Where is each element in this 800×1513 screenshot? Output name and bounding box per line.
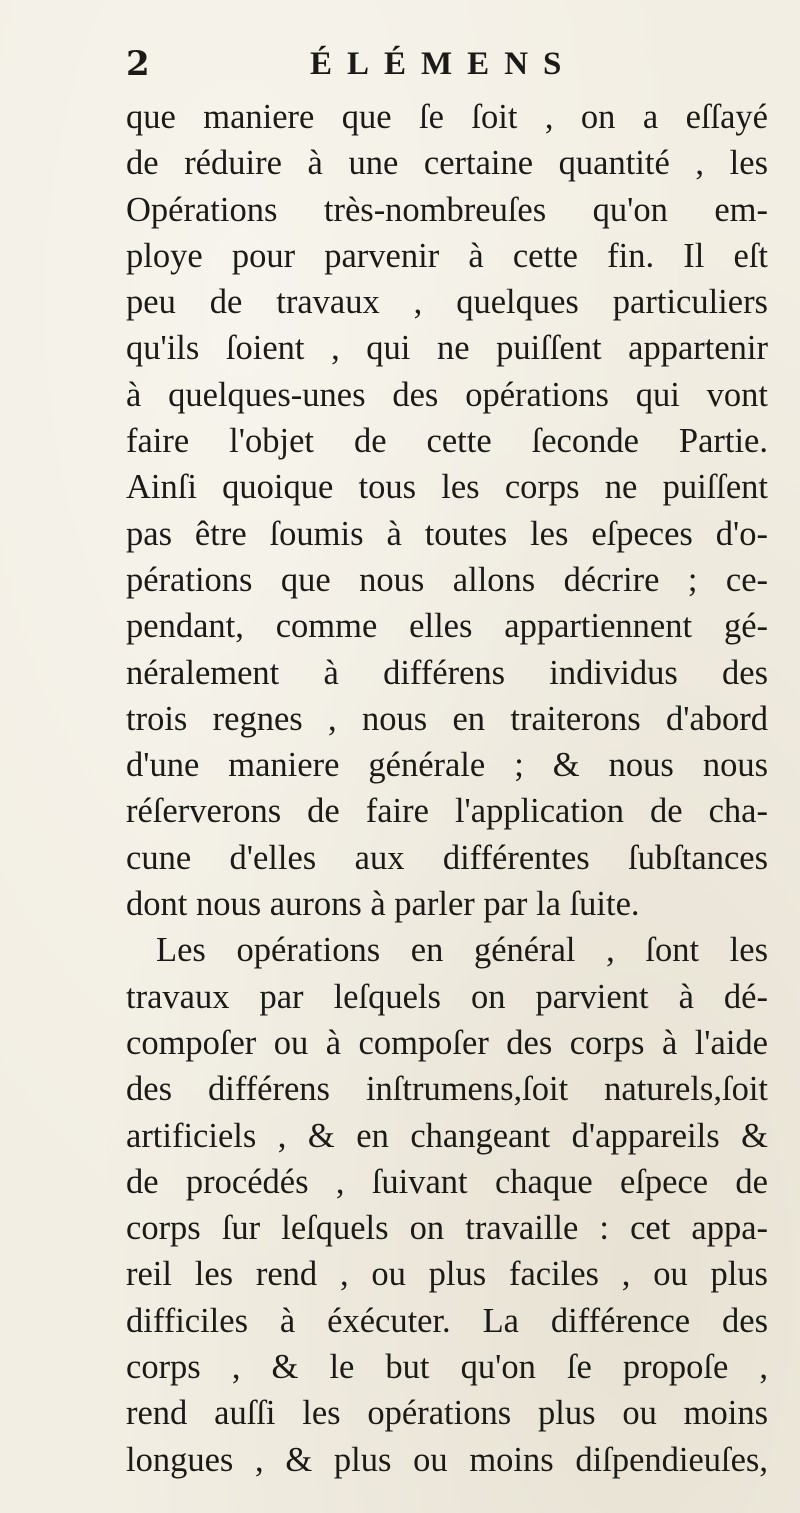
- text-line: Ainſi quoique tous les corps ne puiſſent: [126, 468, 768, 507]
- text-line: faire l'objet de cette ſeconde Partie.: [126, 422, 768, 461]
- body-text: [126, 94, 768, 1483]
- text-line: pérations que nous allons décrire ; ce-: [126, 560, 768, 599]
- text-line: Opérations très-nombreuſes qu'on em-: [126, 190, 768, 229]
- text-line: à quelques-unes des opérations qui vont: [126, 375, 768, 414]
- text-line: corps , & le but qu'on ſe propoſe ,: [126, 1348, 768, 1387]
- text-line: travaux par leſquels on parvient à dé-: [126, 977, 768, 1016]
- text-line: longues , & plus ou moins diſpendieuſes,: [126, 1440, 768, 1479]
- text-line: des différens inſtrumens,ſoit naturels,ſoit: [126, 1070, 768, 1109]
- text-line: peu de travaux , quelques particuliers: [126, 283, 768, 322]
- text-line: d'une maniere générale ; & nous nous: [126, 746, 768, 785]
- text-line: artificiels , & en changeant d'appareils &: [126, 1116, 768, 1155]
- text-line: de réduire à une certaine quantité , les: [126, 144, 768, 183]
- text-line: réſerverons de faire l'application de cha-: [126, 792, 768, 831]
- text-line: cune d'elles aux différentes ſubſtances: [126, 838, 768, 877]
- page-number: 2: [126, 44, 150, 84]
- text-line: de procédés , ſuivant chaque eſpece de: [126, 1162, 768, 1201]
- text-line: qu'ils ſoient , qui ne puiſſent appartenir: [126, 329, 768, 368]
- text-line: que maniere que ſe ſoit , on a eſſayé: [126, 98, 768, 136]
- text-line: pendant, comme elles appartiennent gé-: [126, 607, 768, 646]
- page-header: [126, 42, 686, 86]
- text-line: pas être ſoumis à toutes les eſpeces d'o-: [126, 514, 768, 553]
- text-line: rend auſſi les opérations plus ou moins: [126, 1394, 768, 1433]
- text-line: compoſer ou à compoſer des corps à l'aide: [126, 1023, 768, 1062]
- text-line: dont nous aurons à parler par la ſuite.: [126, 885, 640, 924]
- text-line: corps ſur leſquels on travaille : cet appa-: [126, 1209, 768, 1248]
- text-line: trois regnes , nous en traiterons d'abord: [126, 699, 768, 738]
- text-line: ploye pour parvenir à cette fin. Il eſt: [126, 236, 768, 275]
- text-line: difficiles à éxécuter. La différence des: [126, 1301, 768, 1340]
- text-line: néralement à différens individus des: [126, 653, 768, 692]
- running-head: ÉLÉMENS: [310, 46, 577, 82]
- text-line: Les opérations en général , ſont les: [156, 931, 768, 970]
- text-line: reil les rend , ou plus faciles , ou plus: [126, 1255, 768, 1294]
